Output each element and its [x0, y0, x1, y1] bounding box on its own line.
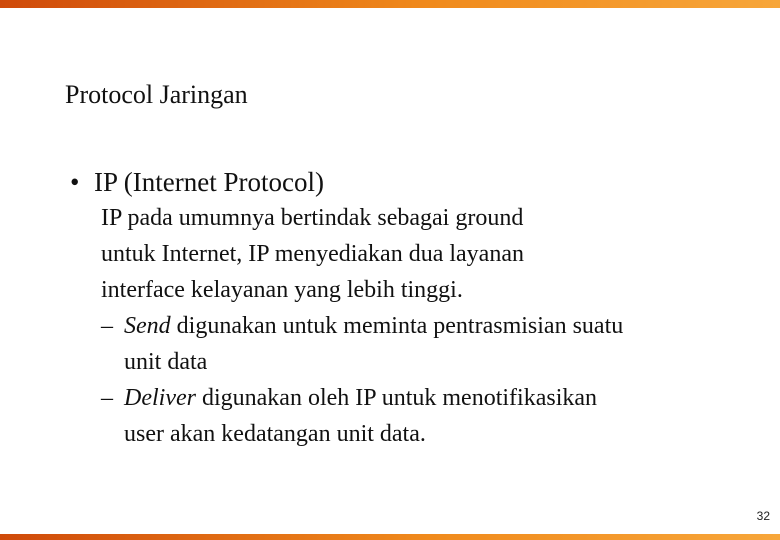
- sub-item-term: Deliver: [124, 385, 196, 411]
- bullet-text: IP (Internet Protocol): [94, 167, 324, 197]
- paragraph-line: untuk Internet, IP menyediakan dua layanan: [101, 241, 524, 267]
- bullet-icon: •: [70, 167, 80, 197]
- sub-item-send: [101, 308, 623, 380]
- top-accent-bar: [0, 0, 780, 8]
- page-number: 32: [756, 509, 770, 523]
- sub-item-deliver: [101, 380, 623, 452]
- sub-item-continuation: unit data: [124, 349, 208, 375]
- sub-item-line: [124, 308, 623, 344]
- dash-icon: –: [101, 385, 113, 411]
- paragraph: [101, 200, 623, 308]
- sub-item-continuation: user akan kedatangan unit data.: [124, 421, 426, 447]
- sub-item-description: digunakan untuk meminta pentrasmisian suatu: [170, 313, 624, 339]
- sub-item-line: [124, 380, 597, 416]
- paragraph-line: IP pada umumnya bertindak sebagai ground: [101, 205, 524, 231]
- slide-title: Protocol Jaringan: [65, 80, 248, 109]
- slide-body: [70, 164, 623, 452]
- sub-item-term: Send: [124, 313, 171, 339]
- paragraph-line: interface kelayanan yang lebih tinggi.: [101, 277, 463, 303]
- bullet-item: [70, 164, 623, 200]
- dash-icon: –: [101, 313, 113, 339]
- sub-item-text: [124, 380, 597, 452]
- sub-item-text: [124, 308, 623, 380]
- sub-item-description: digunakan oleh IP untuk menotifikasikan: [195, 385, 598, 411]
- bottom-accent-bar: [0, 534, 780, 540]
